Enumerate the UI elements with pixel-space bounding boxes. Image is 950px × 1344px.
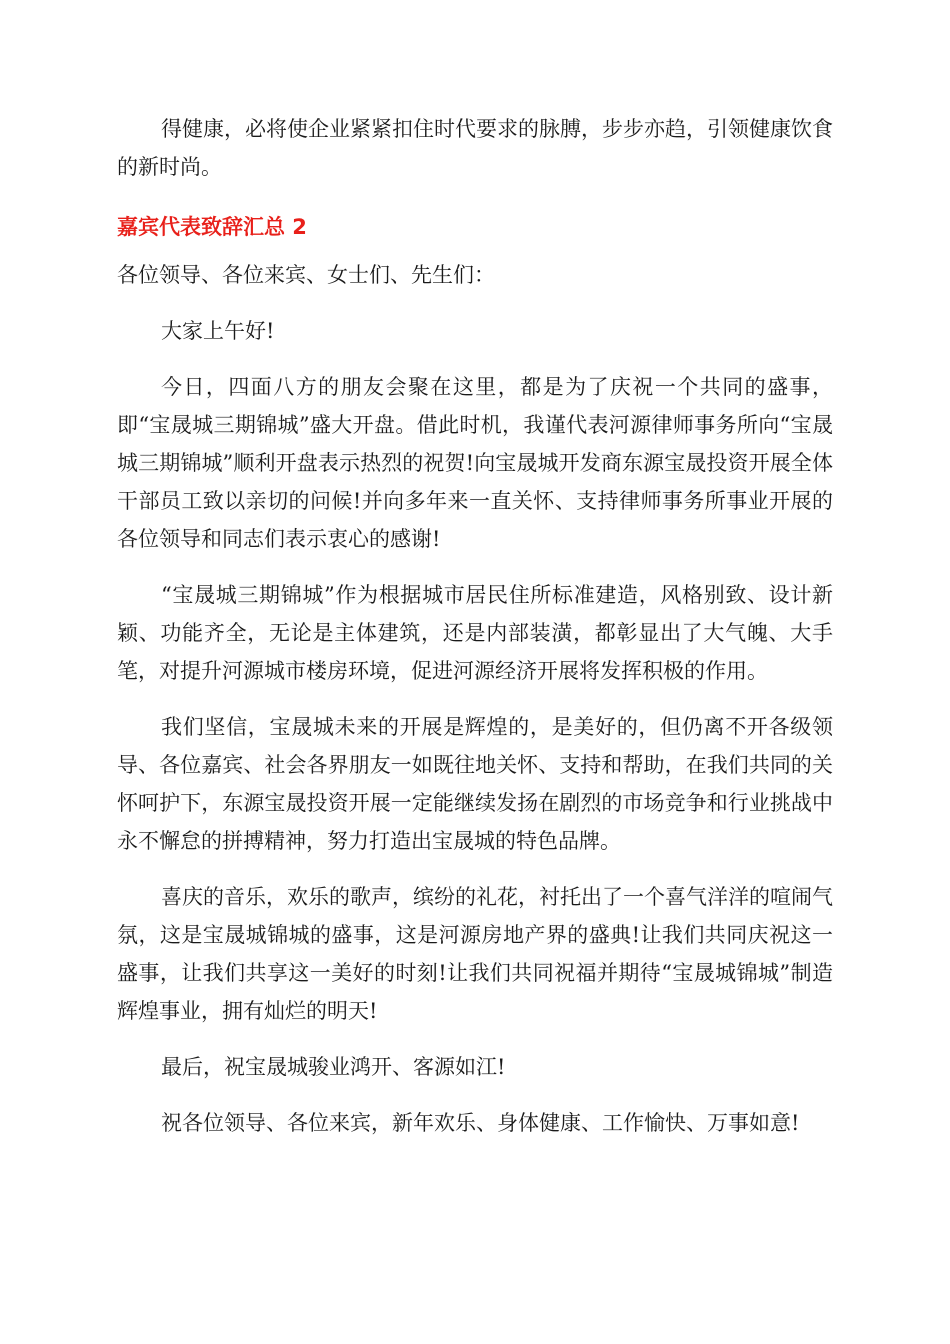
intro-paragraph: 得健康，必将使企业紧紧扣住时代要求的脉膊，步步亦趋，引领健康饮食的新时尚。 [117,117,833,179]
greeting: 大家上午好! [161,319,275,343]
salutation: 各位领导、各位来宾、女士们、先生们： [117,263,495,287]
body-paragraph-4: 喜庆的音乐，欢乐的歌声，缤纷的礼花，衬托出了一个喜气洋洋的喧闹气氛，这是宝晟城锦城的盛事，这是河源房地产界的盛典!让我们共同庆祝这一盛事，让我们共享这一美好的时刻!让我们共同祝福并期待“宝晟城锦城”制造辉煌事业，拥有灿烂的明天! [117,885,833,1023]
body-paragraph-2: “宝晟城三期锦城”作为根据城市居民住所标准建造，风格别致、设计新颖、功能齐全，无论是主体建筑，还是内部装潢，都彰显出了大气魄、大手笔，对提升河源城市楼房环境，促进河源经济开展将发挥积极的作用。 [117,583,833,683]
closing-blessing: 祝各位领导、各位来宾，新年欢乐、身体健康、工作愉快、万事如意! [161,1111,800,1135]
document-page [117,110,833,1142]
section-heading: 嘉宾代表致辞汇总 2 [117,215,307,239]
body-paragraph-3: 我们坚信，宝晟城未来的开展是辉煌的，是美好的，但仍离不开各级领导、各位嘉宾、社会各界朋友一如既往地关怀、支持和帮助，在我们共同的关怀呵护下，东源宝晟投资开展一定能继续发扬在剧烈的市场竞争和行业挑战中永不懈怠的拼搏精神，努力打造出宝晟城的特色品牌。 [117,715,833,853]
closing-wish: 最后，祝宝晟城骏业鸿开、客源如江! [161,1055,506,1079]
body-paragraph-1: 今日，四面八方的朋友会聚在这里，都是为了庆祝一个共同的盛事，即“宝晟城三期锦城”盛大开盘。借此时机，我谨代表河源律师事务所向“宝晟城三期锦城”顺利开盘表示热烈的祝贺!向宝晟城开发商东源宝晟投资开展全体干部员工致以亲切的问候!并向多年来一直关怀、支持律师事务所事业开展的各位领导和同志们表示衷心的感谢! [117,375,833,551]
